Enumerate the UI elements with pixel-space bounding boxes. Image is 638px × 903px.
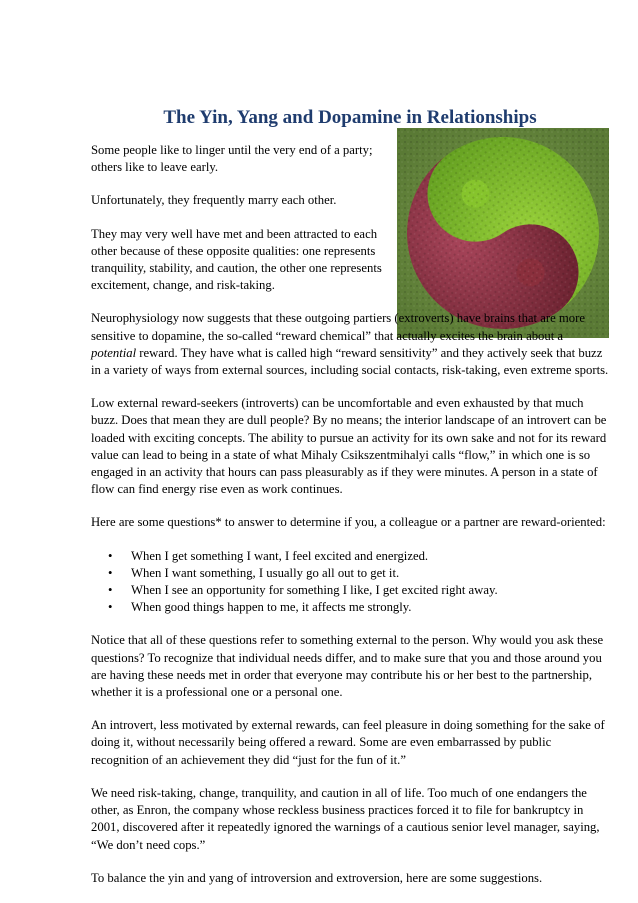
paragraph-5: Low external reward-seekers (introverts) can be uncomfortable and even exhausted by that much buzz. Does that mean they are dull people? By no means; the interior landscape of an introvert can be loaded with exciting concepts. The ability to pursue an activity for its own sake and not for its reward value can lead to being in a state of what Mihaly Csikszentmihalyi calls “flow,” in which one is so engaged in an activity that hours can pass pleasurably as if they were minutes. A person in a state of flow can find energy rise even as work continues. (91, 396, 607, 497)
bullet-icon: • (108, 565, 113, 580)
paragraph-4-text-end: reward. They have what is called high “reward sensitivity” and they actively seek that buzz in a variety of ways from external sources, including social contacts, risk-taking, even extreme sports. (91, 345, 609, 378)
emphasis-potential: potential (91, 345, 137, 360)
paragraph-7: Notice that all of these questions refer to something external to the person. Why would you ask these questions? To recognize that individual needs differ, and to make sure that you and those around you are having these needs met in order that everyone may contribute his or her best to the partnership, whether it is a professional one or a personal one. (91, 633, 604, 700)
paragraph-4-text: Neurophysiology now suggests that these outgoing partiers (extroverts) have brains that are more sensitive to dopamine, the so-called “reward chemical” that actually excites the brain about a (91, 311, 585, 343)
list-item-text: When I get something I want, I feel excited and energized. (131, 548, 429, 563)
paragraph-1: Some people like to linger until the very end of a party; others like to leave early. (91, 143, 373, 175)
list-item (91, 582, 611, 599)
document-body (91, 142, 611, 903)
paragraph-4 (91, 310, 611, 379)
list-item-text: When I want something, I usually go all out to get it. (131, 565, 400, 580)
paragraph-2: Unfortunately, they frequently marry each other. (91, 193, 337, 208)
paragraph-8: An introvert, less motivated by external rewards, can feel pleasure in doing something for the sake of doing it, without necessarily being offered a reward. Some are even embarrassed by public recognition of an achievement they did “just for the fun of it.” (91, 718, 605, 767)
paragraph-6: Here are some questions* to answer to determine if you, a colleague or a partner are reward-oriented: (91, 515, 606, 530)
document-title: The Yin, Yang and Dopamine in Relationships (163, 107, 537, 128)
bullet-icon: • (108, 583, 113, 598)
list-item-text: When I see an opportunity for something I like, I get excited right away. (131, 583, 498, 598)
paragraph-9: We need risk-taking, change, tranquility, and caution in all of life. Too much of one endangers the other, as Enron, the company whose reckless business practices forced it to file for bankruptcy in 2001, discovered after it repeatedly ignored the warnings of a cautious senior level manager, saying, “We don’t need cops.” (91, 785, 600, 852)
list-item-text: When good things happen to me, it affects me strongly. (131, 600, 412, 615)
bullet-icon: • (108, 600, 113, 615)
paragraph-10: To balance the yin and yang of introversion and extroversion, here are some suggestions. (91, 870, 543, 885)
list-item (91, 548, 611, 565)
paragraph-3: They may very well have met and been attracted to each other because of these opposite qualities: one represents tranquility, stability, and caution, the other one represents excitement, change, and risk-taking. (91, 226, 382, 293)
bullet-icon: • (108, 548, 113, 563)
question-list (91, 548, 611, 617)
list-item (91, 565, 611, 582)
list-item (91, 599, 611, 616)
